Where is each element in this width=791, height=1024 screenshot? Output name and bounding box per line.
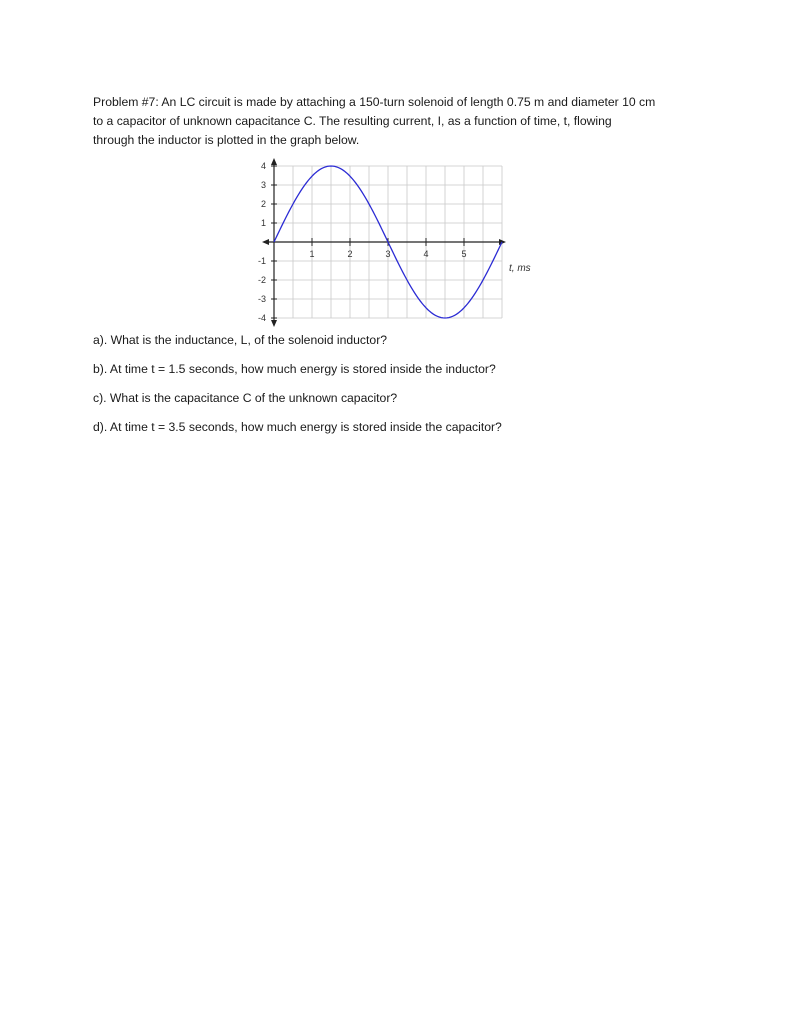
x-axis-arrow-left [262, 239, 269, 245]
x-axis-label: t, ms [509, 263, 531, 274]
problem-line-1: Problem #7: An LC circuit is made by attaching a 150-turn solenoid of length 0.75 m and diameter 10 cm [93, 95, 656, 109]
x-tick-label: 5 [461, 249, 467, 259]
y-tick-label: 1 [260, 218, 266, 228]
question-c: c). What is the capacitance C of the unknown capacitor? [93, 391, 398, 405]
x-tick-label: 3 [385, 249, 391, 259]
problem-statement [93, 93, 713, 150]
problem-line-2: to a capacitor of unknown capacitance C. The resulting current, I, as a function of time, t, flowing [93, 114, 612, 128]
x-tick-label: 4 [423, 249, 429, 259]
question-a: a). What is the inductance, L, of the solenoid inductor? [93, 333, 388, 347]
y-tick-label: -2 [257, 275, 266, 285]
y-tick-label: 3 [260, 180, 266, 190]
current-vs-time-chart [240, 155, 550, 330]
y-tick-label: -3 [257, 294, 266, 304]
x-axis-arrow-right [499, 239, 506, 245]
question-b: b). At time t = 1.5 seconds, how much energy is stored inside the inductor? [93, 362, 496, 376]
y-tick-label: -1 [257, 256, 266, 266]
y-tick-label: -4 [257, 313, 266, 323]
y-tick-label: 2 [260, 199, 266, 209]
y-tick-label: 4 [260, 161, 266, 171]
question-d: d). At time t = 3.5 seconds, how much energy is stored inside the capacitor? [93, 420, 502, 434]
problem-line-3: through the inductor is plotted in the graph below. [93, 133, 360, 147]
y-axis-arrow-up [271, 158, 277, 165]
x-tick-label: 2 [347, 249, 353, 259]
y-axis-arrow-down [271, 320, 277, 327]
x-tick-label: 1 [309, 249, 315, 259]
